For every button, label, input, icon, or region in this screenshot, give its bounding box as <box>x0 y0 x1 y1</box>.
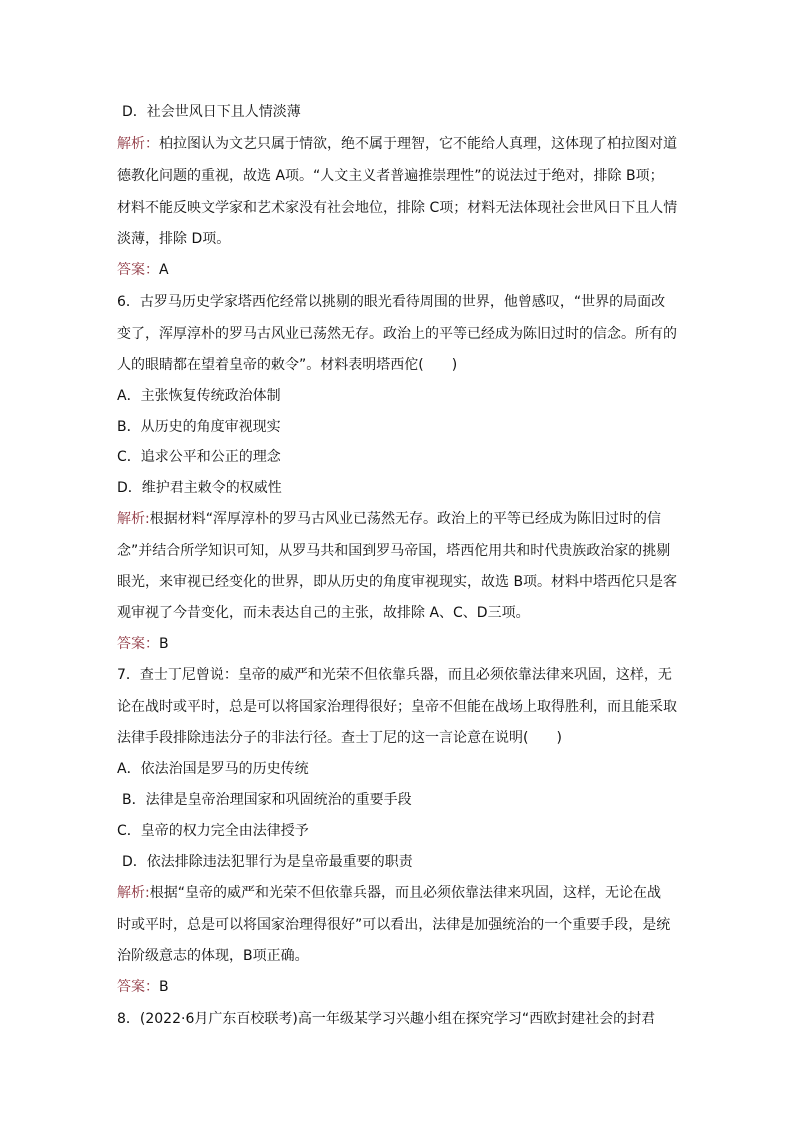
q7-answer: 答案：B <box>117 979 169 995</box>
q6-stem-line-1: 6．古罗马历史学家塔西佗经常以挑剔的眼光看待周围的世界，他曾感叹，“世界的局面改 <box>117 294 666 310</box>
q5-analysis-line-2: 德教化问题的重视，故选 A项。“人文主义者普遍推崇理性”的说法过于绝对，排除 B项； <box>117 168 664 184</box>
analysis-label: 解析: <box>117 511 150 527</box>
q5-analysis-line-3: 材料不能反映文学家和艺术家没有社会地位，排除 C项；材料无法体现社会世风日下且人情 <box>117 200 678 216</box>
q6-answer: 答案：B <box>117 636 169 652</box>
analysis-label: 解析: <box>117 885 150 901</box>
q7-analysis-line-2: 时或平时，总是可以将国家治理得很好”可以看出，法律是加强统治的一个重要手段，是统 <box>117 917 671 933</box>
q6-option-b: B．从历史的角度审视现实 <box>117 419 281 435</box>
q7-stem-line-2: 论在战时或平时，总是可以将国家治理得很好；皇帝不但能在战场上取得胜利，而且能采取 <box>117 699 677 715</box>
answer-label: 答案： <box>117 636 159 652</box>
answer-label: 答案： <box>117 262 159 278</box>
q6-stem-line-3: 人的眼睛都在望着皇帝的敕令”。材料表明塔西佗( ) <box>117 357 458 373</box>
q7-analysis-line-1: 解析:根据“皇帝的威严和光荣不但依靠兵器，而且必须依靠法律来巩固，这样，无论在战 <box>117 885 661 901</box>
q5-answer: 答案：A <box>117 262 169 278</box>
q6-analysis-line-2: 念”并结合所学知识可知，从罗马共和国到罗马帝国，塔西佗用共和时代贵族政治家的挑剔 <box>117 543 671 559</box>
q8-stem-line-1: 8．(2022·6月广东百校联考)高一年级某学习兴趣小组在探究学习“西欧封建社会的封君 <box>117 1011 656 1027</box>
q7-option-b: B．法律是皇帝治理国家和巩固统治的重要手段 <box>122 792 412 808</box>
q6-analysis-line-4: 观审视了今昔变化，而未表达自己的主张，故排除 A、C、D三项。 <box>117 605 530 621</box>
q6-analysis-line-1: 解析:根据材料“浑厚淳朴的罗马古风业已荡然无存。政治上的平等已经成为陈旧过时的信 <box>117 511 661 527</box>
q7-stem-line-1: 7．查士丁尼曾说：皇帝的威严和光荣不但依靠兵器，而且必须依靠法律来巩固，这样，无 <box>117 667 672 683</box>
q6-option-d: D．维护君主敕令的权威性 <box>117 480 282 496</box>
q7-option-c: C．皇帝的权力完全由法律授予 <box>117 823 309 839</box>
q6-option-a: A．主张恢复传统政治体制 <box>117 388 281 404</box>
q7-analysis-line-3: 治阶级意志的体现，B项正确。 <box>117 948 309 964</box>
q6-analysis-line-3: 眼光，来审视已经变化的世界，即从历史的角度审视现实，故选 B项。材料中塔西佗只是客 <box>117 574 678 590</box>
answer-label: 答案： <box>117 979 159 995</box>
q6-option-c: C．追求公平和公正的理念 <box>117 449 281 465</box>
q7-option-d: D．依法排除违法犯罪行为是皇帝最重要的职责 <box>122 854 413 870</box>
q5-analysis-line-4: 淡薄，排除 D项。 <box>117 231 231 247</box>
q5-analysis-line-1: 解析：柏拉图认为文艺只属于情欲，绝不属于理智，它不能给人真理，这体现了柏拉图对道 <box>117 136 677 152</box>
q7-stem-line-3: 法律手段排除违法分子的非法行径。查士丁尼的这一言论意在说明( ) <box>117 730 562 746</box>
analysis-label: 解析： <box>117 136 159 152</box>
q7-option-a: A．依法治国是罗马的历史传统 <box>117 761 309 777</box>
q6-stem-line-2: 变了，浑厚淳朴的罗马古风业已荡然无存。政治上的平等已经成为陈旧过时的信念。所有的 <box>117 326 677 342</box>
q5-option-d: D．社会世风日下且人情淡薄 <box>122 104 301 120</box>
